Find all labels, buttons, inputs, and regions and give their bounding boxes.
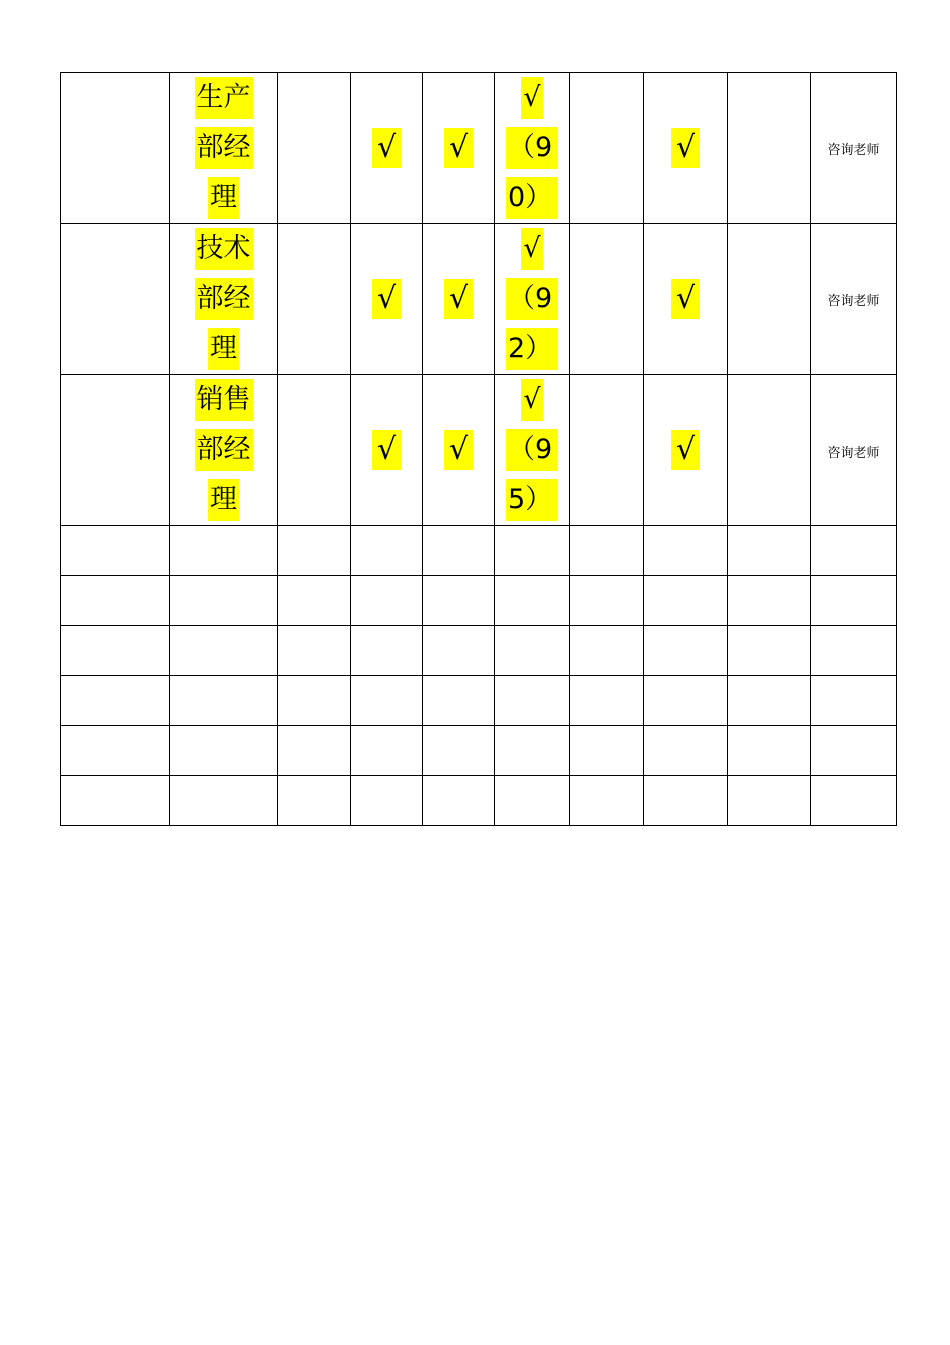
table-cell xyxy=(351,726,423,776)
table-cell xyxy=(61,576,170,626)
table-cell xyxy=(278,375,351,526)
table-cell xyxy=(278,576,351,626)
table-cell xyxy=(61,776,170,826)
table-cell xyxy=(728,626,811,676)
role-line: 部经 xyxy=(195,127,253,169)
table-cell xyxy=(351,676,423,726)
role-cell xyxy=(170,73,278,224)
score-line: 2） xyxy=(506,328,558,370)
check-mark: √ xyxy=(671,128,700,168)
table-cell xyxy=(61,726,170,776)
table-cell xyxy=(170,526,278,576)
table-cell xyxy=(278,776,351,826)
table-cell xyxy=(495,676,570,726)
check-cell xyxy=(351,375,423,526)
table-cell xyxy=(728,526,811,576)
table-cell xyxy=(61,224,170,375)
table-cell xyxy=(278,73,351,224)
score-line: （9 xyxy=(506,127,558,169)
table-cell xyxy=(423,676,495,726)
table-cell xyxy=(278,676,351,726)
table-cell xyxy=(570,576,644,626)
score-cell xyxy=(495,224,570,375)
table-cell xyxy=(351,776,423,826)
score-cell xyxy=(495,375,570,526)
table-row xyxy=(61,73,897,224)
table-cell xyxy=(423,776,495,826)
score-line: 0） xyxy=(506,177,558,219)
table-cell xyxy=(728,676,811,726)
role-name xyxy=(195,224,253,374)
table-row xyxy=(61,626,897,676)
table-cell xyxy=(170,626,278,676)
table-cell xyxy=(644,776,728,826)
check-cell xyxy=(644,224,728,375)
table-cell xyxy=(811,576,897,626)
table-cell xyxy=(423,726,495,776)
table-cell xyxy=(728,576,811,626)
note-cell xyxy=(811,224,897,375)
table-cell xyxy=(570,676,644,726)
table-cell xyxy=(728,375,811,526)
table-cell xyxy=(423,526,495,576)
table-cell xyxy=(811,776,897,826)
table-cell xyxy=(495,526,570,576)
check-cell xyxy=(644,375,728,526)
role-cell xyxy=(170,224,278,375)
table-cell xyxy=(811,526,897,576)
table-row xyxy=(61,776,897,826)
table-cell xyxy=(495,576,570,626)
score-line: √ xyxy=(521,228,542,270)
score-value xyxy=(506,73,558,223)
table-cell xyxy=(570,224,644,375)
table-cell xyxy=(728,776,811,826)
role-line: 部经 xyxy=(195,429,253,471)
score-cell xyxy=(495,73,570,224)
table-cell xyxy=(728,726,811,776)
score-line: （9 xyxy=(506,278,558,320)
table-cell xyxy=(570,776,644,826)
table-cell xyxy=(278,526,351,576)
score-line: （9 xyxy=(506,429,558,471)
table-row xyxy=(61,526,897,576)
table-row xyxy=(61,676,897,726)
table-cell xyxy=(278,224,351,375)
note-text: 咨询老师 xyxy=(827,142,880,158)
role-line: 理 xyxy=(208,177,239,219)
check-mark: √ xyxy=(372,430,401,470)
table-cell xyxy=(570,73,644,224)
role-line: 理 xyxy=(208,479,239,521)
table-cell xyxy=(61,526,170,576)
role-line: 理 xyxy=(208,328,239,370)
table-cell xyxy=(811,626,897,676)
note-cell xyxy=(811,73,897,224)
check-cell xyxy=(644,73,728,224)
table-cell xyxy=(811,726,897,776)
role-cell xyxy=(170,375,278,526)
table-cell xyxy=(351,626,423,676)
table-cell xyxy=(495,726,570,776)
role-line: 生产 xyxy=(195,77,253,119)
check-cell xyxy=(351,73,423,224)
score-line: √ xyxy=(521,77,542,119)
table-cell xyxy=(170,576,278,626)
table-row xyxy=(61,726,897,776)
table-cell xyxy=(570,726,644,776)
table-cell xyxy=(170,776,278,826)
table-cell xyxy=(170,676,278,726)
table-cell xyxy=(423,576,495,626)
table-row xyxy=(61,576,897,626)
table-cell xyxy=(644,726,728,776)
check-mark: √ xyxy=(372,128,401,168)
table-cell xyxy=(423,626,495,676)
table-cell xyxy=(495,626,570,676)
table-cell xyxy=(644,676,728,726)
table-cell xyxy=(61,375,170,526)
check-cell xyxy=(423,375,495,526)
check-cell xyxy=(351,224,423,375)
score-line: 5） xyxy=(506,479,558,521)
assessment-table xyxy=(60,72,897,826)
table-cell xyxy=(495,776,570,826)
check-cell xyxy=(423,224,495,375)
note-text: 咨询老师 xyxy=(827,293,880,309)
table-cell xyxy=(61,626,170,676)
table-cell xyxy=(170,726,278,776)
table-cell xyxy=(644,576,728,626)
role-line: 部经 xyxy=(195,278,253,320)
role-line: 销售 xyxy=(195,379,253,421)
check-mark: √ xyxy=(671,430,700,470)
role-line: 技术 xyxy=(195,228,253,270)
table-cell xyxy=(61,73,170,224)
note-cell xyxy=(811,375,897,526)
check-mark: √ xyxy=(671,279,700,319)
score-line: √ xyxy=(521,379,542,421)
note-text: 咨询老师 xyxy=(827,445,880,461)
score-value xyxy=(506,375,558,525)
score-value xyxy=(506,224,558,374)
table-cell xyxy=(644,626,728,676)
check-mark: √ xyxy=(372,279,401,319)
table-cell xyxy=(728,73,811,224)
table-cell xyxy=(570,626,644,676)
check-mark: √ xyxy=(444,430,473,470)
table-cell xyxy=(61,676,170,726)
role-name xyxy=(195,73,253,223)
table-cell xyxy=(570,375,644,526)
table-row xyxy=(61,375,897,526)
role-name xyxy=(195,375,253,525)
table-cell xyxy=(351,576,423,626)
check-mark: √ xyxy=(444,128,473,168)
table-cell xyxy=(278,726,351,776)
table-row xyxy=(61,224,897,375)
table-cell xyxy=(278,626,351,676)
table-cell xyxy=(811,676,897,726)
table-cell xyxy=(644,526,728,576)
check-cell xyxy=(423,73,495,224)
table-cell xyxy=(728,224,811,375)
table-cell xyxy=(570,526,644,576)
check-mark: √ xyxy=(444,279,473,319)
table-cell xyxy=(351,526,423,576)
